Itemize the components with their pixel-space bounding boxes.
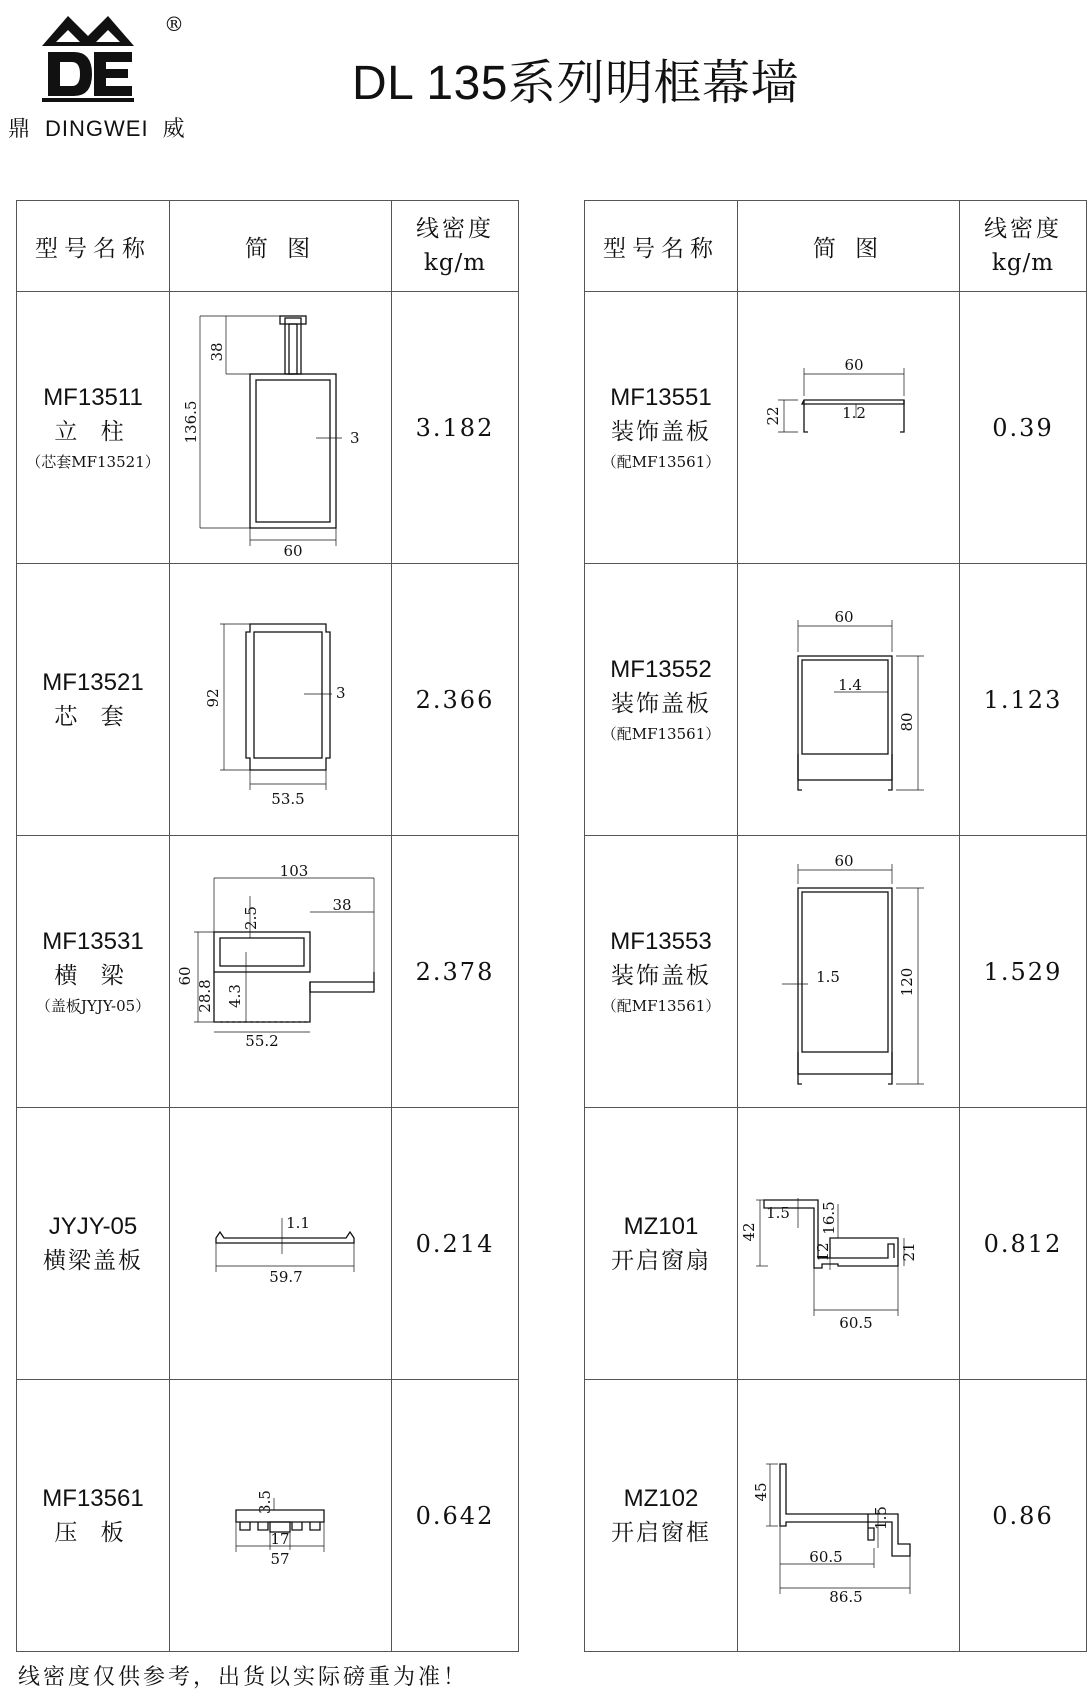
dim-label: 60 (834, 852, 854, 870)
dim-label: 3 (350, 429, 360, 447)
model-code: JYJY-05 (48, 1212, 138, 1240)
table-row (585, 564, 1087, 836)
dim-label: 86.5 (829, 1588, 863, 1606)
brand-cn-right: 威 (162, 117, 186, 142)
product-name: 立 柱 (54, 418, 132, 445)
dim-label: 16.5 (820, 1201, 838, 1235)
figure-cell (738, 1380, 960, 1652)
profile-drawing-mf13511 (170, 292, 391, 563)
product-note: （配MF13561） (601, 996, 721, 1015)
dim-label: 3 (336, 684, 346, 702)
model-code: MF13551 (610, 383, 712, 411)
figure-cell (170, 1108, 392, 1380)
dim-label: 1.5 (766, 1204, 790, 1222)
dim-label: 12 (814, 1242, 832, 1262)
page-title: DL 135系列明框幕墙 (352, 57, 800, 110)
header-density-label: 线密度 (416, 216, 494, 242)
dim-label: 2.5 (242, 906, 260, 930)
density-value: 0.642 (415, 1501, 495, 1530)
profile-table-right (584, 200, 1087, 1652)
header-figure: 简 图 (738, 201, 960, 292)
table-row (17, 1380, 519, 1652)
profile-drawing-mf13531 (170, 836, 391, 1107)
profile-drawing-mf13553 (738, 836, 959, 1107)
dim-label: 53.5 (271, 790, 305, 808)
dim-label: 3.5 (256, 1490, 274, 1514)
dim-label: 80 (898, 712, 916, 732)
header-density-unit: kg/m (423, 250, 487, 276)
model-code: MF13552 (610, 655, 712, 683)
density-cell (392, 292, 519, 564)
header-density-label: 线密度 (984, 216, 1062, 242)
table-row (17, 564, 519, 836)
density-cell (960, 564, 1087, 836)
product-name: 装饰盖板 (611, 690, 711, 717)
model-cell (17, 292, 170, 564)
product-name: 开启窗扇 (611, 1247, 711, 1274)
table-row (585, 1108, 1087, 1380)
density-cell (392, 1380, 519, 1652)
header-density (960, 201, 1087, 292)
dim-label: 60 (844, 356, 864, 374)
density-value: 0.39 (992, 413, 1054, 442)
dim-label: 38 (208, 342, 226, 362)
model-code: MZ102 (623, 1484, 699, 1512)
density-cell (960, 1380, 1087, 1652)
density-value: 0.86 (992, 1501, 1054, 1530)
dim-label: 17 (270, 1530, 290, 1548)
model-cell (17, 564, 170, 836)
table-row (585, 836, 1087, 1108)
figure-cell (738, 564, 960, 836)
profile-drawing-mz102 (738, 1380, 959, 1651)
dim-label: 136.5 (182, 400, 200, 444)
figure-cell (738, 1108, 960, 1380)
header-figure: 简 图 (170, 201, 392, 292)
profile-drawing-jyjy05 (170, 1108, 391, 1379)
brand-en: DINGWEI (45, 116, 149, 141)
dim-label: 42 (740, 1222, 758, 1242)
table-header-row (17, 201, 519, 292)
profile-drawing-mf13521 (170, 564, 391, 835)
density-value: 3.182 (415, 413, 495, 442)
model-code: MF13511 (43, 383, 143, 411)
footnote-disclaimer: 线密度仅供参考，出货以实际磅重为准！ (18, 1665, 469, 1690)
product-note: （配MF13561） (601, 724, 721, 743)
dim-label: 60 (834, 608, 854, 626)
header-model-name: 型号名称 (17, 201, 170, 292)
dim-label: 60 (176, 966, 194, 986)
table-row (17, 1108, 519, 1380)
product-name: 横梁盖板 (43, 1247, 143, 1274)
product-note: （配MF13561） (601, 452, 721, 471)
product-name: 压 板 (54, 1519, 132, 1546)
dim-label: 60.5 (839, 1314, 873, 1332)
model-cell (17, 1108, 170, 1380)
density-value: 2.378 (415, 957, 495, 986)
model-cell (585, 1108, 738, 1380)
model-code: MF13531 (42, 927, 144, 955)
figure-cell (170, 836, 392, 1108)
product-name: 开启窗框 (611, 1519, 711, 1546)
dim-label: 103 (279, 862, 309, 880)
dim-label: 55.2 (245, 1032, 279, 1050)
profile-drawing-mf13561 (170, 1380, 391, 1651)
density-cell (960, 292, 1087, 564)
table-row (17, 836, 519, 1108)
product-note: （盖板JYJY-05） (35, 996, 151, 1015)
model-code: MZ101 (623, 1212, 699, 1240)
density-value: 1.529 (983, 957, 1063, 986)
dim-label: 120 (898, 967, 916, 997)
model-cell (585, 292, 738, 564)
profile-table-left (16, 200, 519, 1652)
dim-label: 4.3 (226, 984, 244, 1008)
density-cell (392, 1108, 519, 1380)
registered-mark: ® (164, 12, 184, 36)
product-name: 装饰盖板 (611, 962, 711, 989)
model-code: MF13553 (610, 927, 712, 955)
table-row (17, 292, 519, 564)
dim-label: 28.8 (196, 979, 214, 1013)
table-header-row (585, 201, 1087, 292)
product-note: （芯套MF13521） (26, 452, 160, 471)
figure-cell (170, 1380, 392, 1652)
brand-logo (8, 8, 208, 142)
product-name: 横 梁 (54, 962, 132, 989)
figure-cell (170, 564, 392, 836)
header-model-name: 型号名称 (585, 201, 738, 292)
profile-drawing-mf13551 (738, 292, 959, 563)
density-cell (960, 836, 1087, 1108)
dim-label: 1.5 (816, 968, 840, 986)
dim-label: 1.5 (872, 1506, 890, 1530)
density-cell (392, 564, 519, 836)
header-density-unit: kg/m (991, 250, 1055, 276)
dim-label: 92 (204, 688, 222, 708)
product-name: 芯 套 (54, 703, 132, 730)
table-row (585, 1380, 1087, 1652)
model-cell (585, 1380, 738, 1652)
dim-label: 1.4 (838, 676, 862, 694)
dim-label: 60.5 (809, 1548, 843, 1566)
brand-name (8, 112, 186, 143)
dim-label: 57 (270, 1550, 290, 1568)
dim-label: 21 (900, 1242, 918, 1262)
figure-cell (738, 292, 960, 564)
dingwei-logo-mark (8, 8, 168, 108)
dim-label: 22 (764, 406, 782, 426)
model-cell (585, 836, 738, 1108)
dim-label: 1.2 (842, 404, 866, 422)
header-density (392, 201, 519, 292)
figure-cell (170, 292, 392, 564)
dim-label: 1.1 (286, 1214, 310, 1232)
density-value: 0.812 (983, 1229, 1063, 1258)
dim-label: 45 (752, 1482, 770, 1502)
density-value: 2.366 (415, 685, 495, 714)
table-row (585, 292, 1087, 564)
model-code: MF13561 (42, 1484, 144, 1512)
model-cell (17, 1380, 170, 1652)
model-cell (585, 564, 738, 836)
model-cell (17, 836, 170, 1108)
density-value: 0.214 (415, 1229, 495, 1258)
brand-cn-left: 鼎 (8, 117, 32, 142)
figure-cell (738, 836, 960, 1108)
model-code: MF13521 (42, 668, 144, 696)
density-cell (392, 836, 519, 1108)
dim-label: 38 (332, 896, 352, 914)
product-name: 装饰盖板 (611, 418, 711, 445)
dim-label: 60 (283, 542, 303, 560)
dim-label: 59.7 (269, 1268, 303, 1286)
profile-drawing-mf13552 (738, 564, 959, 835)
density-value: 1.123 (983, 685, 1063, 714)
profile-drawing-mz101 (738, 1108, 959, 1379)
density-cell (960, 1108, 1087, 1380)
